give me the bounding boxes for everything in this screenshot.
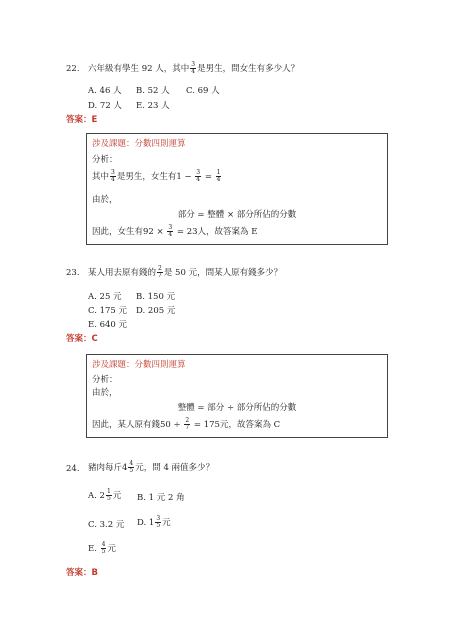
q23-option-d: D. 205 元: [136, 306, 176, 316]
q22-option-e: E. 23 人: [136, 101, 170, 111]
q22-number: 22.: [66, 64, 80, 74]
q22-solution-box: [86, 133, 388, 245]
q22-option-d: D. 72 人: [88, 101, 122, 111]
q24-option-a-text: A. 2: [88, 491, 105, 501]
numerator: 3: [196, 169, 201, 176]
q23-conclusion-text-a: 因此，某人原有錢50 ÷: [92, 420, 181, 430]
q22-conclusion: [92, 225, 257, 238]
q23-analysis-label: 分析：: [92, 375, 118, 385]
q23-formula: 整體 = 部分 ÷ 部分所佔的分數: [177, 403, 297, 413]
q24-stem-fraction: [128, 461, 134, 474]
q22-topic: 涉及課題：分數四則運算: [92, 139, 186, 149]
q22-option-c: C. 69 人: [186, 86, 220, 96]
denominator: 5: [156, 522, 161, 529]
q24-number: 24.: [66, 464, 80, 474]
numerator: 2: [158, 265, 162, 272]
q23-option-a: A. 25 元: [88, 292, 122, 302]
denominator: 7: [158, 272, 162, 279]
q24-stem-text-a: 豬肉每斤4: [88, 463, 128, 473]
numerator: 1: [106, 488, 111, 495]
q24-option-e-fraction: [101, 542, 107, 555]
q22-formula: 部分 = 整體 × 部分所佔的分數: [177, 210, 297, 220]
q22-line-fraction-1: [110, 170, 116, 183]
q22-answer: 答案：E: [66, 115, 98, 125]
q24-option-a-unit: 元: [112, 491, 122, 501]
q23-number: 23.: [66, 268, 80, 278]
q22-stem-fraction: [190, 62, 196, 75]
numerator: 3: [111, 169, 115, 176]
q23-option-e: E. 640 元: [88, 320, 128, 330]
q22-conclusion-fraction: [167, 225, 173, 238]
q22-line-text-a: 其中: [92, 172, 110, 182]
q24-option-d-fraction: [155, 516, 161, 529]
numerator: 3: [168, 224, 173, 231]
numerator: 3: [156, 515, 161, 522]
q23-since-label: 由於，: [92, 388, 118, 398]
q22-line-fraction-2: [195, 170, 201, 183]
q23-stem-text-b: 是 50 元，問某人原有錢多少？: [163, 268, 283, 278]
q22-stem-text-b: 是男生，問女生有多少人？: [197, 64, 300, 74]
q24-answer: 答案：B: [66, 568, 98, 578]
q22-stem: [88, 62, 299, 75]
q24-option-e-text: E.: [88, 544, 97, 554]
q23-answer: 答案：C: [66, 334, 98, 344]
q23-stem-fraction: [157, 266, 163, 279]
q24-option-d-unit: 元: [162, 518, 171, 528]
q22-analysis-label: 分析：: [92, 155, 118, 165]
numerator: 4: [129, 460, 134, 467]
q23-topic: 涉及課題：分數四則運算: [92, 360, 186, 370]
q22-conclusion-text-a: 因此，女生有92 ×: [92, 227, 164, 237]
numerator: 2: [185, 417, 190, 424]
q22-option-b: B. 52 人: [136, 86, 170, 96]
q24-option-d: [137, 516, 171, 529]
q24-option-c: C. 3.2 元: [88, 520, 125, 530]
q24-stem: [88, 461, 214, 474]
denominator: 5: [101, 548, 106, 555]
denominator: 4: [168, 231, 173, 238]
q23-conclusion: [92, 418, 280, 431]
denominator: 4: [191, 68, 196, 75]
q24-option-a-fraction: [106, 489, 112, 502]
q23-stem-text-a: 某人用去原有錢的: [88, 268, 157, 278]
q23-conclusion-text-b: = 175元，故答案為 C: [193, 420, 281, 430]
q22-line-fraction-3: [216, 170, 222, 183]
q24-stem-text-b: 元，問 4 兩值多少？: [135, 463, 215, 473]
q22-line-equals: =: [204, 172, 212, 182]
numerator: 3: [191, 61, 196, 68]
q22-conclusion-text-b: = 23人，故答案為 E: [176, 227, 258, 237]
denominator: 7: [185, 424, 190, 431]
denominator: 4: [216, 176, 221, 183]
q23-option-b: B. 150 元: [136, 292, 176, 302]
q23-solution-box: [86, 354, 388, 438]
numerator: 1: [216, 169, 221, 176]
q22-analysis-line: [92, 170, 222, 183]
q22-line-text-b: 是男生，女生有1 −: [116, 172, 192, 182]
denominator: 4: [196, 176, 201, 183]
q24-option-e: [88, 542, 116, 555]
denominator: 5: [106, 495, 111, 502]
q24-option-d-text: D. 1: [137, 518, 155, 528]
q23-conclusion-fraction: [184, 418, 190, 431]
q22-stem-text-a: 六年級有學生 92 人，其中: [88, 64, 190, 74]
q23-option-c: C. 175 元: [88, 306, 128, 316]
q22-option-a: A. 46 人: [88, 86, 122, 96]
q23-stem: [88, 266, 282, 279]
q24-option-b: B. 1 元 2 角: [137, 493, 185, 503]
numerator: 4: [101, 541, 106, 548]
denominator: 5: [129, 467, 134, 474]
q24-option-e-unit: 元: [107, 544, 116, 554]
denominator: 4: [111, 176, 115, 183]
q22-since-label: 由於，: [92, 195, 118, 205]
q24-option-a: [88, 489, 121, 502]
